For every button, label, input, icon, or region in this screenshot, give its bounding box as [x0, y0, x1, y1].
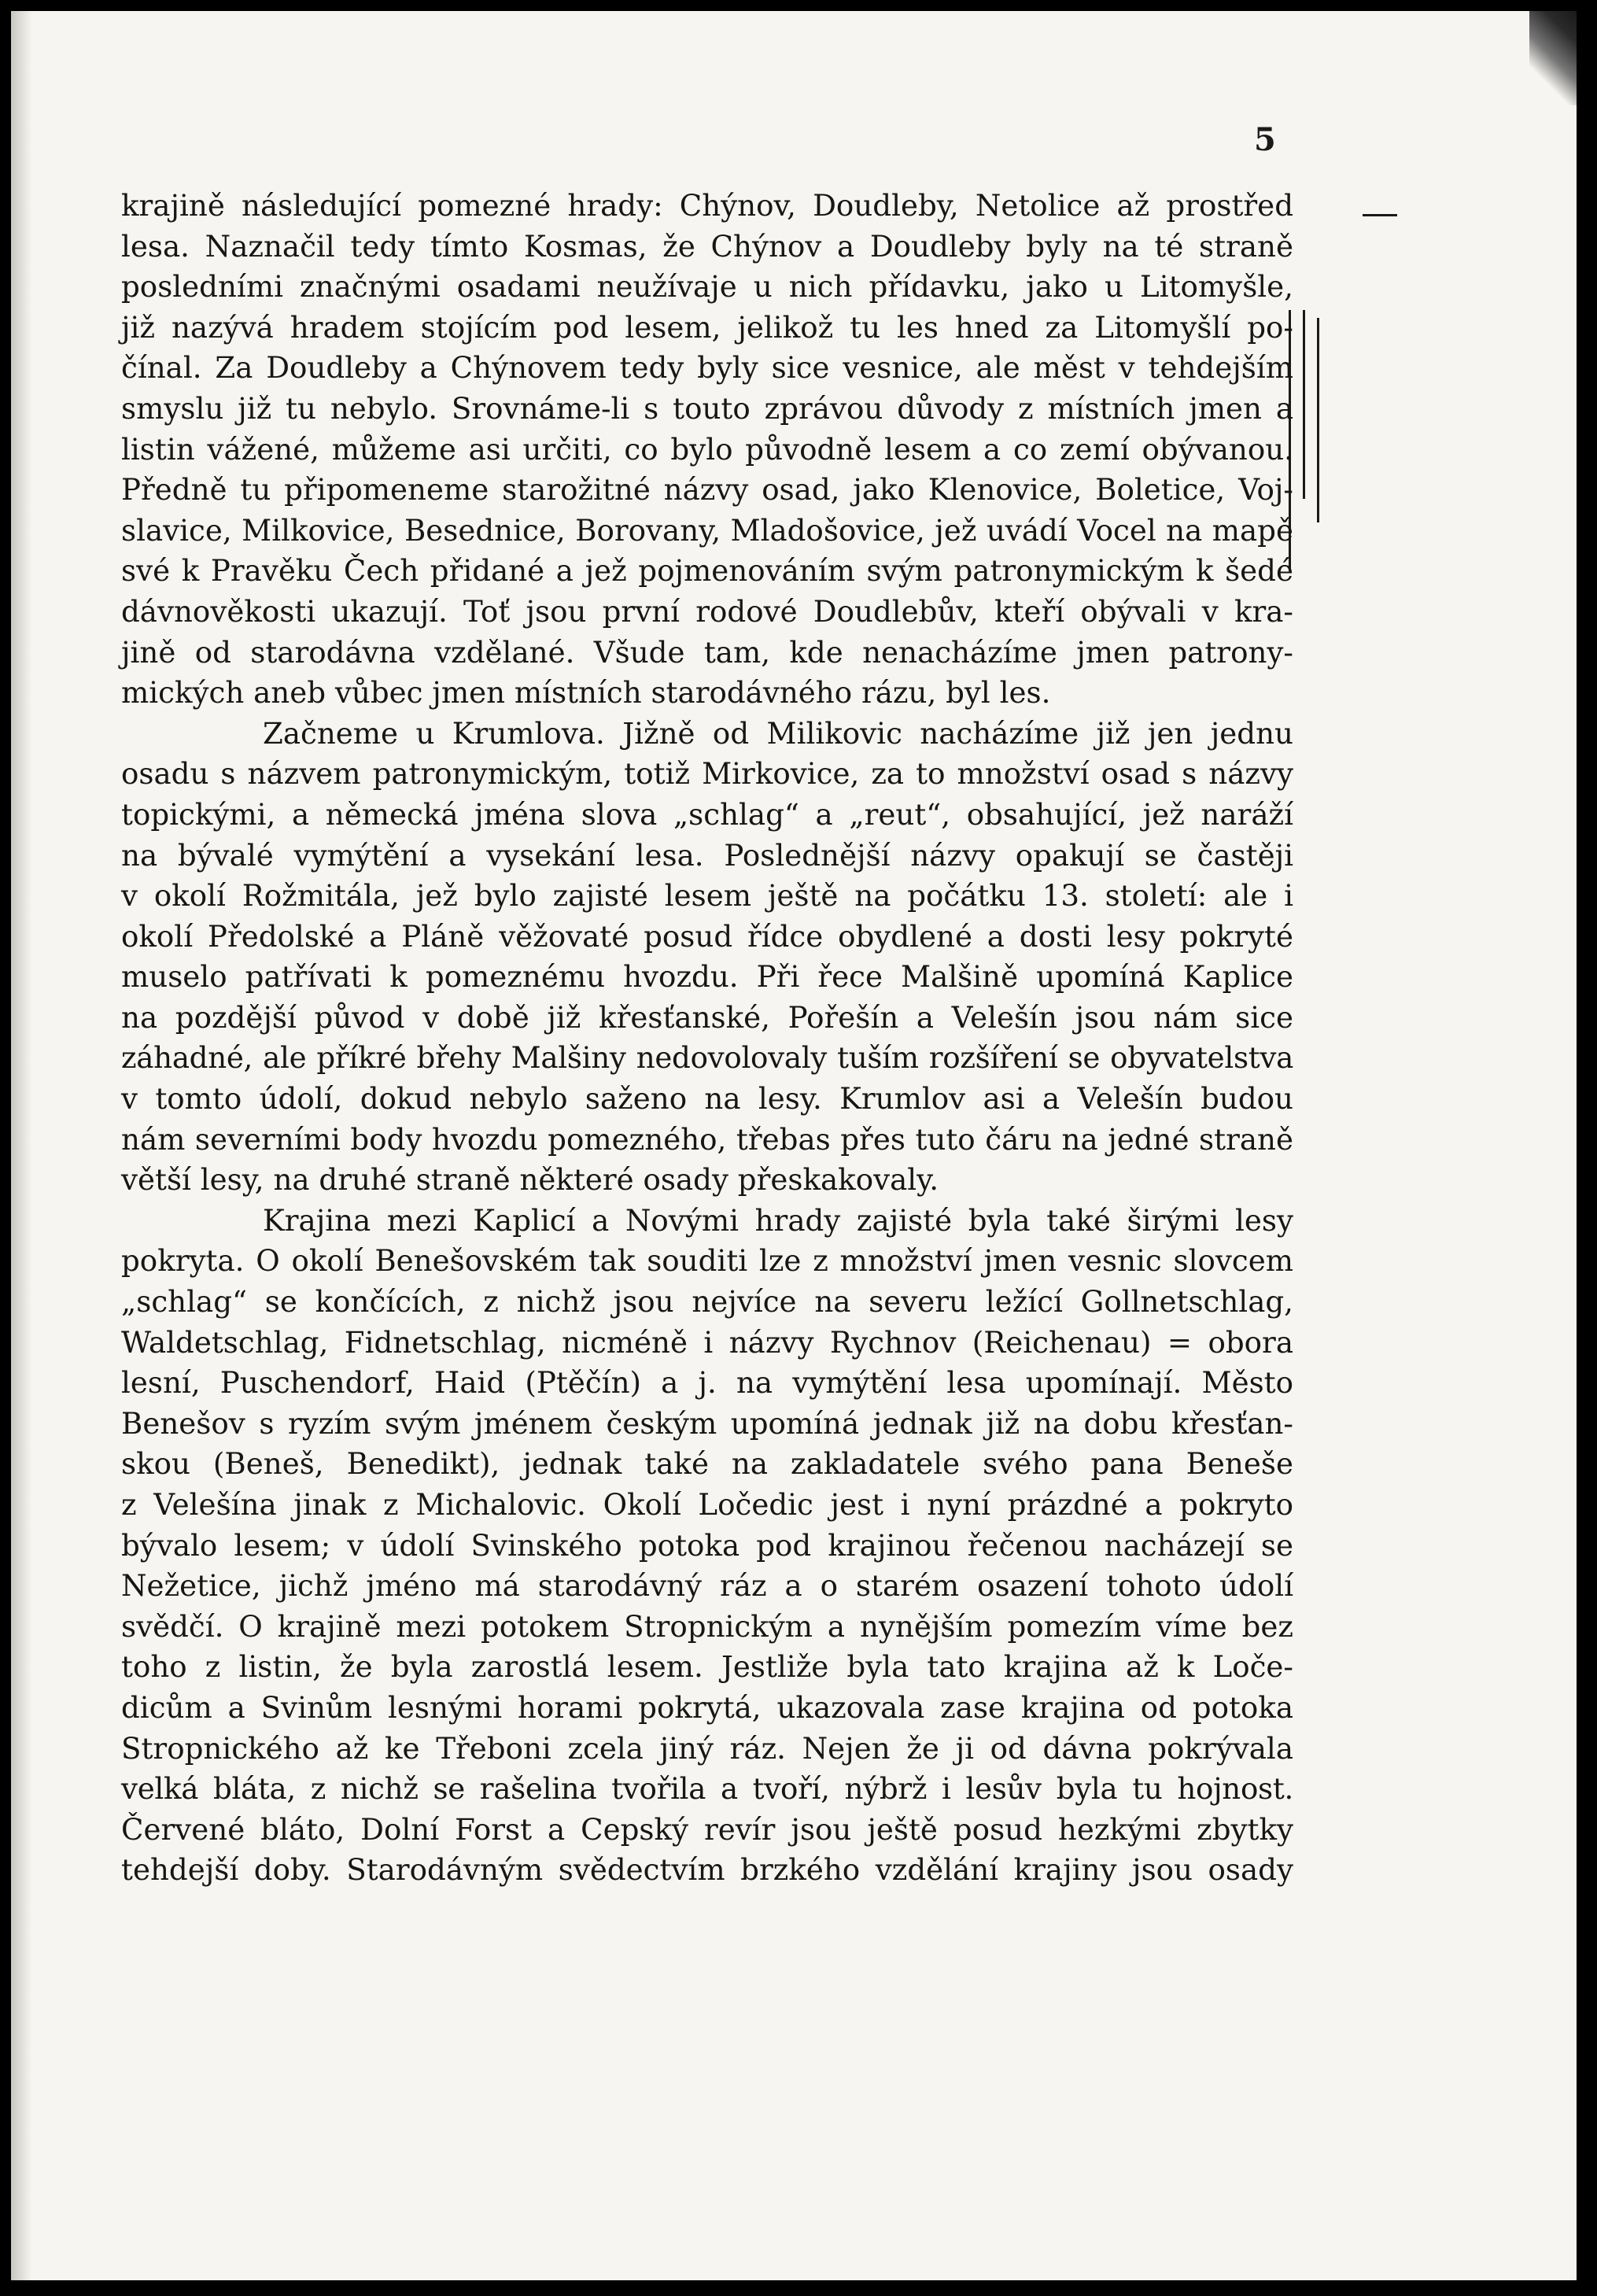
- text-line: svědčí. O krajině mezi potokem Stropnickým a nynějším pomezím víme bez: [121, 1608, 1293, 1644]
- text-line: Začneme u Krumlova. Jižně od Milikovic nacházíme již jen jednu: [263, 715, 1293, 751]
- text-line: Předně tu připomeneme starožitné názvy osad, jako Klenovice, Boletice, Voj-: [121, 472, 1293, 508]
- text-line: krajině následující pomezné hrady: Chýnov, Doudleby, Netolice až prostřed: [121, 188, 1293, 223]
- text-line: nám severními body hvozdu pomezného, třebas přes tuto čáru na jedné straně: [121, 1121, 1293, 1157]
- margin-bracket-line: [1303, 310, 1305, 499]
- text-line: Červené bláto, Dolní Forst a Cepský revír jsou ještě posud hezkými zbytky: [121, 1811, 1293, 1847]
- text-line: toho z listin, že byla zarostlá lesem. Jestliže byla tato krajina až k Loče-: [121, 1649, 1293, 1685]
- text-line: topickými, a německá jména slova „schlag“ a „reut“, obsahující, jež naráží: [121, 796, 1293, 832]
- text-line: jině od starodávna vzdělané. Všude tam, kde nenacházíme jmen patrony-: [121, 634, 1293, 670]
- text-line: čínal. Za Doudleby a Chýnovem tedy byly sice vesnice, ale měst v tehdejším: [121, 350, 1293, 386]
- text-line: tehdejší doby. Starodávným svědectvím brzkého vzdělání krajiny jsou osady: [121, 1852, 1293, 1888]
- text-line: z Velešína jinak z Michalovic. Okolí Ločedic jest i nyní prázdné a pokryto: [121, 1487, 1293, 1522]
- text-line: bývalo lesem; v údolí Svinského potoka pod krajinou řečenou nacházejí se: [121, 1527, 1293, 1563]
- scanned-page: [11, 11, 1577, 2280]
- text-line: pokryta. O okolí Benešovském tak souditi lze z množství jmen vesnic slovcem: [121, 1243, 1293, 1279]
- text-line: Krajina mezi Kaplicí a Novými hrady zajisté byla také širými lesy: [263, 1202, 1293, 1238]
- text-line: velká bláta, z nichž se rašelina tvořila a tvoří, nýbrž i lesův byla tu hojnost.: [121, 1771, 1293, 1807]
- text-line: dávnověkosti ukazují. Toť jsou první rodové Doudlebův, kteří obývali v kra-: [121, 593, 1293, 629]
- text-line: muselo patřívati k pomeznému hvozdu. Při řece Malšině upomíná Kaplice: [121, 959, 1293, 995]
- text-line: posledními značnými osadami neužívaje u nich přídavku, jako u Litomyšle,: [121, 269, 1293, 305]
- text-line: Nežetice, jichž jméno má starodávný ráz a o starém osazení tohoto údolí: [121, 1568, 1293, 1604]
- text-line: Benešov s ryzím svým jménem českým upomíná jednak již na dobu křesťan-: [121, 1405, 1293, 1441]
- text-line: dicům a Svinům lesnými horami pokrytá, ukazovala zase krajina od potoka: [121, 1689, 1293, 1725]
- text-line: v tomto údolí, dokud nebylo saženo na lesy. Krumlov asi a Velešín budou: [121, 1081, 1293, 1117]
- text-line: již nazývá hradem stojícím pod lesem, jelikož tu les hned za Litomyšlí po-: [121, 309, 1293, 345]
- text-line: v okolí Rožmitála, jež bylo zajisté lesem ještě na počátku 13. století: ale i: [121, 878, 1293, 914]
- body-text: [121, 186, 1293, 1891]
- text-line: lesní, Puschendorf, Haid (Ptěčín) a j. na vymýtění lesa upomínají. Město: [121, 1365, 1293, 1401]
- page-number: 5: [1254, 121, 1276, 158]
- page-gutter-shadow: [11, 11, 31, 2280]
- text-line: své k Pravěku Čech přidané a jež pojmenováním svým patronymickým k šedé: [121, 553, 1293, 589]
- text-line: mických aneb vůbec jmen místních starodávného rázu, byl les.: [121, 675, 1051, 711]
- text-line: na pozdější původ v době již křesťanské, Pořešín a Velešín jsou nám sice: [121, 999, 1293, 1035]
- text-line: lesa. Naznačil tedy tímto Kosmas, že Chýnov a Doudleby byly na té straně: [121, 228, 1293, 264]
- text-line: větší lesy, na druhé straně některé osady přeskakovaly.: [121, 1162, 939, 1198]
- text-line: smyslu již tu nebylo. Srovnáme-li s touto zprávou důvody z místních jmen a: [121, 390, 1293, 426]
- text-line: na bývalé vymýtění a vysekání lesa. Poslednější názvy opakují se častěji: [121, 837, 1293, 873]
- margin-dash-mark: [1363, 214, 1397, 216]
- text-line: skou (Beneš, Benedikt), jednak také na zakladatele svého pana Beneše: [121, 1446, 1293, 1482]
- text-line: Stropnického až ke Třeboni zcela jiný ráz. Nejen že ji od dávna pokrývala: [121, 1730, 1293, 1766]
- text-line: listin vážené, můžeme asi určiti, co bylo původně lesem a co zemí obývanou.: [121, 431, 1293, 467]
- text-line: slavice, Milkovice, Besednice, Borovany, Mladošovice, jež uvádí Vocel na mapě: [121, 512, 1293, 548]
- text-line: Waldetschlag, Fidnetschlag, nicméně i názvy Rychnov (Reichenau) = obora: [121, 1324, 1293, 1360]
- margin-bracket-line: [1317, 318, 1319, 522]
- text-line: osadu s názvem patronymickým, totiž Mirkovice, za to množství osad s názvy: [121, 756, 1293, 792]
- text-line: okolí Předolské a Pláně věžovaté posud řídce obydlené a dosti lesy pokryté: [121, 918, 1293, 954]
- page-corner-curl: [1529, 11, 1577, 105]
- text-line: záhadné, ale příkré břehy Malšiny nedovolovaly tuším rozšíření se obyvatelstva: [121, 1040, 1293, 1076]
- text-line: „schlag“ se končících, z nichž jsou nejvíce na severu ležící Gollnetschlag,: [121, 1284, 1293, 1320]
